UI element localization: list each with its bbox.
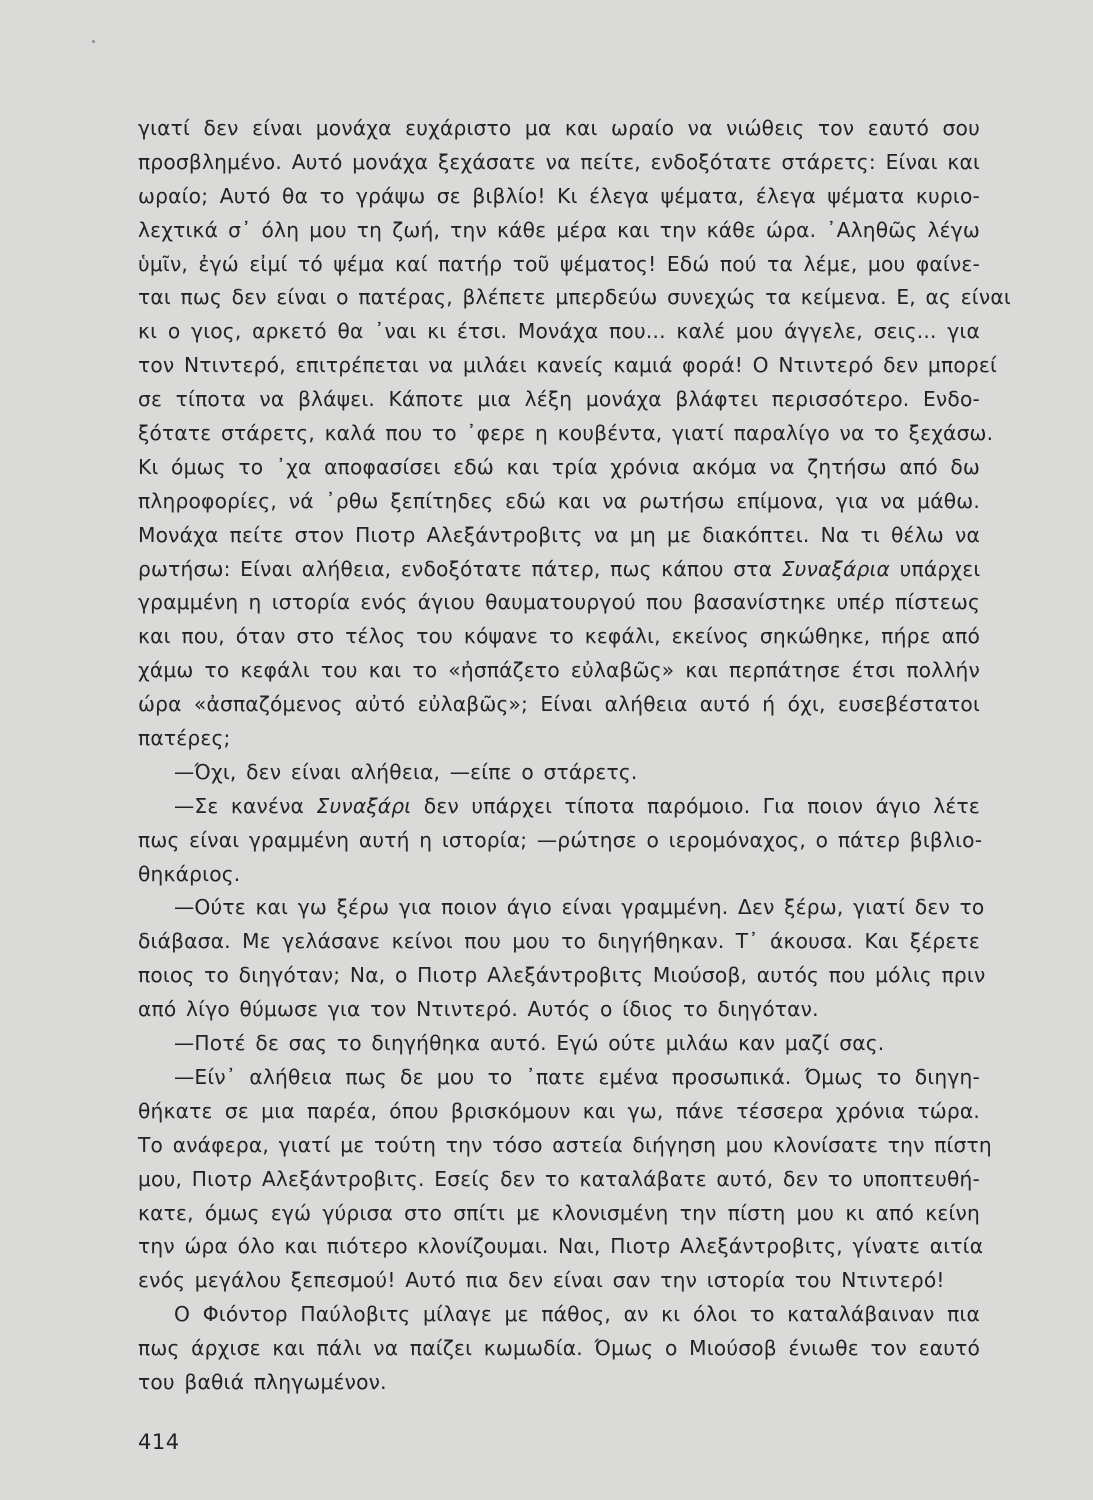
text-line-content: —Ούτε και γω ξέρω για ποιον άγιο είναι γραμμένη. Δεν ξέρω, γιατί δεν το xyxy=(174,895,985,920)
text-line xyxy=(138,1027,980,1061)
text-line-continuation: υπάρχει xyxy=(890,556,981,581)
text-line xyxy=(138,654,980,688)
text-line-content: ωραίο; Αυτό θα το γράψω σε βιβλίο! Κι έλεγα ψέματα, έλεγα ψέματα κυριο- xyxy=(138,183,980,208)
text-line xyxy=(138,553,980,587)
body-text xyxy=(138,112,1011,1400)
text-line xyxy=(138,925,980,959)
text-line xyxy=(138,722,980,756)
text-line-content: πως είναι γραμμένη αυτή η ιστορία; —ρώτησε ο ιερομόναχος, ο πάτερ βιβλιο- xyxy=(138,827,983,852)
text-line xyxy=(138,1298,980,1332)
dust-speck xyxy=(92,40,95,43)
text-line-content: χάμω το κεφάλι του και το «ἠσπάζετο εὐλαβῶς» και περπάτησε έτσι πολλήν xyxy=(138,658,980,683)
text-line xyxy=(138,1061,980,1095)
text-line-content: πληροφορίες, νά ᾽ρθω ξεπίτηδες εδώ και να ρωτήσω επίμονα, για να μάθω. xyxy=(138,488,980,513)
text-line-content: ξότατε στάρετς, καλά που το ᾽φερε η κουβέντα, γιατί παραλίγο να το ξεχάσω. xyxy=(138,421,994,446)
text-line xyxy=(138,112,980,146)
text-line xyxy=(138,248,980,282)
text-line-content: ώρα «ἀσπαζόμενος αὐτό εὐλαβῶς»; Είναι αλήθεια αυτό ή όχι, ευσεβέστατοι xyxy=(138,692,980,717)
text-line xyxy=(138,1366,980,1400)
italic-title: Συναξάρι xyxy=(316,793,412,818)
text-line-content: Ο Φιόντορ Παύλοβιτς μίλαγε με πάθος, αν κι όλοι το καταλάβαιναν πια xyxy=(174,1302,980,1327)
text-line-content: και που, όταν στο τέλος του κόψανε το κεφάλι, εκείνος σηκώθηκε, πήρε από xyxy=(138,624,980,649)
text-line xyxy=(138,688,980,722)
text-line-content: προσβλημένο. Αυτό μονάχα ξεχάσατε να πείτε, ενδοξότατε στάρετς: Είναι και xyxy=(138,149,980,174)
text-line xyxy=(138,1230,984,1264)
text-line-content: γραμμένη η ιστορία ενός άγιου θαυματουργού που βασανίστηκε υπέρ πίστεως xyxy=(138,590,980,615)
text-line-content: θηκάριος. xyxy=(138,861,241,886)
text-line-content: Μονάχα πείτε στον Πιοτρ Αλεξάντροβιτς να μη με διακόπτει. Να τι θέλω να xyxy=(138,522,980,547)
page-number: 414 xyxy=(138,1430,180,1454)
text-line xyxy=(138,146,980,180)
text-line xyxy=(138,993,980,1027)
text-line xyxy=(138,756,980,790)
text-line-content: —Σε κανένα xyxy=(174,793,317,818)
text-line xyxy=(138,349,998,383)
text-line-content: ποιος το διηγόταν; Να, ο Πιοτρ Αλεξάντροβιτς Μιούσοβ, αυτός που μόλις πριν xyxy=(138,963,986,988)
text-line xyxy=(138,180,980,214)
text-line xyxy=(138,451,980,485)
text-line xyxy=(138,1264,980,1298)
text-line-content: κατε, όμως εγώ γύρισα στο σπίτι με κλονισμένη την πίστη μου κι από κείνη xyxy=(138,1200,980,1225)
text-line-content: ρωτήσω: Είναι αλήθεια, ενδοξότατε πάτερ, πως κάπου στα xyxy=(138,556,782,581)
text-line xyxy=(138,1197,980,1231)
text-line xyxy=(138,858,980,892)
text-line xyxy=(138,383,980,417)
text-line-content: —Είν᾽ αλήθεια πως δε μου το ᾽πατε εμένα προσωπικά. Όμως το διηγη- xyxy=(174,1064,980,1089)
text-line-content: Κι όμως το ᾽χα αποφασίσει εδώ και τρία χρόνια ακόμα να ζητήσω από δω xyxy=(138,454,980,479)
text-line-content: πως άρχισε και πάλι να παίζει κωμωδία. Όμως ο Μιούσοβ ένιωθε τον εαυτό xyxy=(138,1336,980,1361)
text-line-content: ὑμῖν, ἐγώ εἰμί τό ψέμα καί πατήρ τοῦ ψέματος! Εδώ πού τα λέμε, μου φαίνε- xyxy=(138,251,980,276)
text-line xyxy=(138,790,980,824)
text-line-content: την ώρα όλο και πιότερο κλονίζουμαι. Ναι, Πιοτρ Αλεξάντροβιτς, γίνατε αιτία xyxy=(138,1234,984,1259)
text-line xyxy=(138,485,980,519)
text-line-content: σε τίποτα να βλάψει. Κάποτε μια λέξη μονάχα βλάφτει περισσότερο. Ενδο- xyxy=(138,387,980,412)
text-line-content: ενός μεγάλου ξεπεσμού! Αυτό πια δεν είναι σαν την ιστορία του Ντιντερό! xyxy=(138,1268,945,1293)
text-line-content: λεχτικά σ᾽ όλη μου τη ζωή, την κάθε μέρα και την κάθε ώρα. ᾽Αληθῶς λέγω xyxy=(138,217,980,242)
text-line-content: ται πως δεν είναι ο πατέρας, βλέπετε μπερδεύω συνεχώς τα κείμενα. Ε, ας είναι xyxy=(138,285,1011,310)
text-line-content: Το ανάφερα, γιατί με τούτη την τόσο αστεία διήγηση μου κλονίσατε την πίστη xyxy=(138,1132,992,1157)
text-line xyxy=(138,1129,992,1163)
text-line xyxy=(138,891,985,925)
text-line-content: πατέρες; xyxy=(138,726,231,751)
text-line xyxy=(138,281,1011,315)
italic-title: Συναξάρια xyxy=(781,556,891,581)
text-line-content: τον Ντιντερό, επιτρέπεται να μιλάει κανείς καμιά φορά! Ο Ντιντερό δεν μπορεί xyxy=(138,353,998,378)
text-line xyxy=(138,586,980,620)
text-line xyxy=(138,824,983,858)
text-line xyxy=(138,1095,980,1129)
text-line xyxy=(138,315,980,349)
text-line-continuation: δεν υπάρχει τίποτα παρόμοιο. Για ποιον άγιο λέτε xyxy=(411,793,980,818)
text-line xyxy=(138,417,994,451)
text-line xyxy=(138,959,986,993)
text-line xyxy=(138,1163,980,1197)
text-line-content: θήκατε σε μια παρέα, όπου βρισκόμουν και γω, πάνε τέσσερα χρόνια τώρα. xyxy=(138,1098,980,1123)
text-line-content: —Όχι, δεν είναι αλήθεια, —είπε ο στάρετς. xyxy=(174,759,638,784)
text-line xyxy=(138,620,980,654)
text-line-content: μου, Πιοτρ Αλεξάντροβιτς. Εσείς δεν το καταλάβατε αυτό, δεν το υποπτευθή- xyxy=(138,1166,980,1191)
text-line-content: από λίγο θύμωσε για τον Ντιντερό. Αυτός ο ίδιος το διηγόταν. xyxy=(138,997,819,1022)
text-line-content: γιατί δεν είναι μονάχα ευχάριστο μα και ωραίο να νιώθεις τον εαυτό σου xyxy=(138,116,980,140)
text-line-content: του βαθιά πληγωμένον. xyxy=(138,1369,387,1394)
text-line-content: κι ο γιος, αρκετό θα ᾽ναι κι έτσι. Μονάχα που... καλέ μου άγγελε, σεις... για xyxy=(138,319,980,344)
text-line-content: διάβασα. Με γελάσανε κείνοι που μου το διηγήθηκαν. Τ᾽ άκουσα. Και ξέρετε xyxy=(138,929,980,954)
text-line xyxy=(138,519,980,553)
text-line xyxy=(138,1332,980,1366)
text-line-content: —Ποτέ δε σας το διηγήθηκα αυτό. Εγώ ούτε μιλάω καν μαζί σας. xyxy=(174,1031,885,1056)
text-line xyxy=(138,214,980,248)
